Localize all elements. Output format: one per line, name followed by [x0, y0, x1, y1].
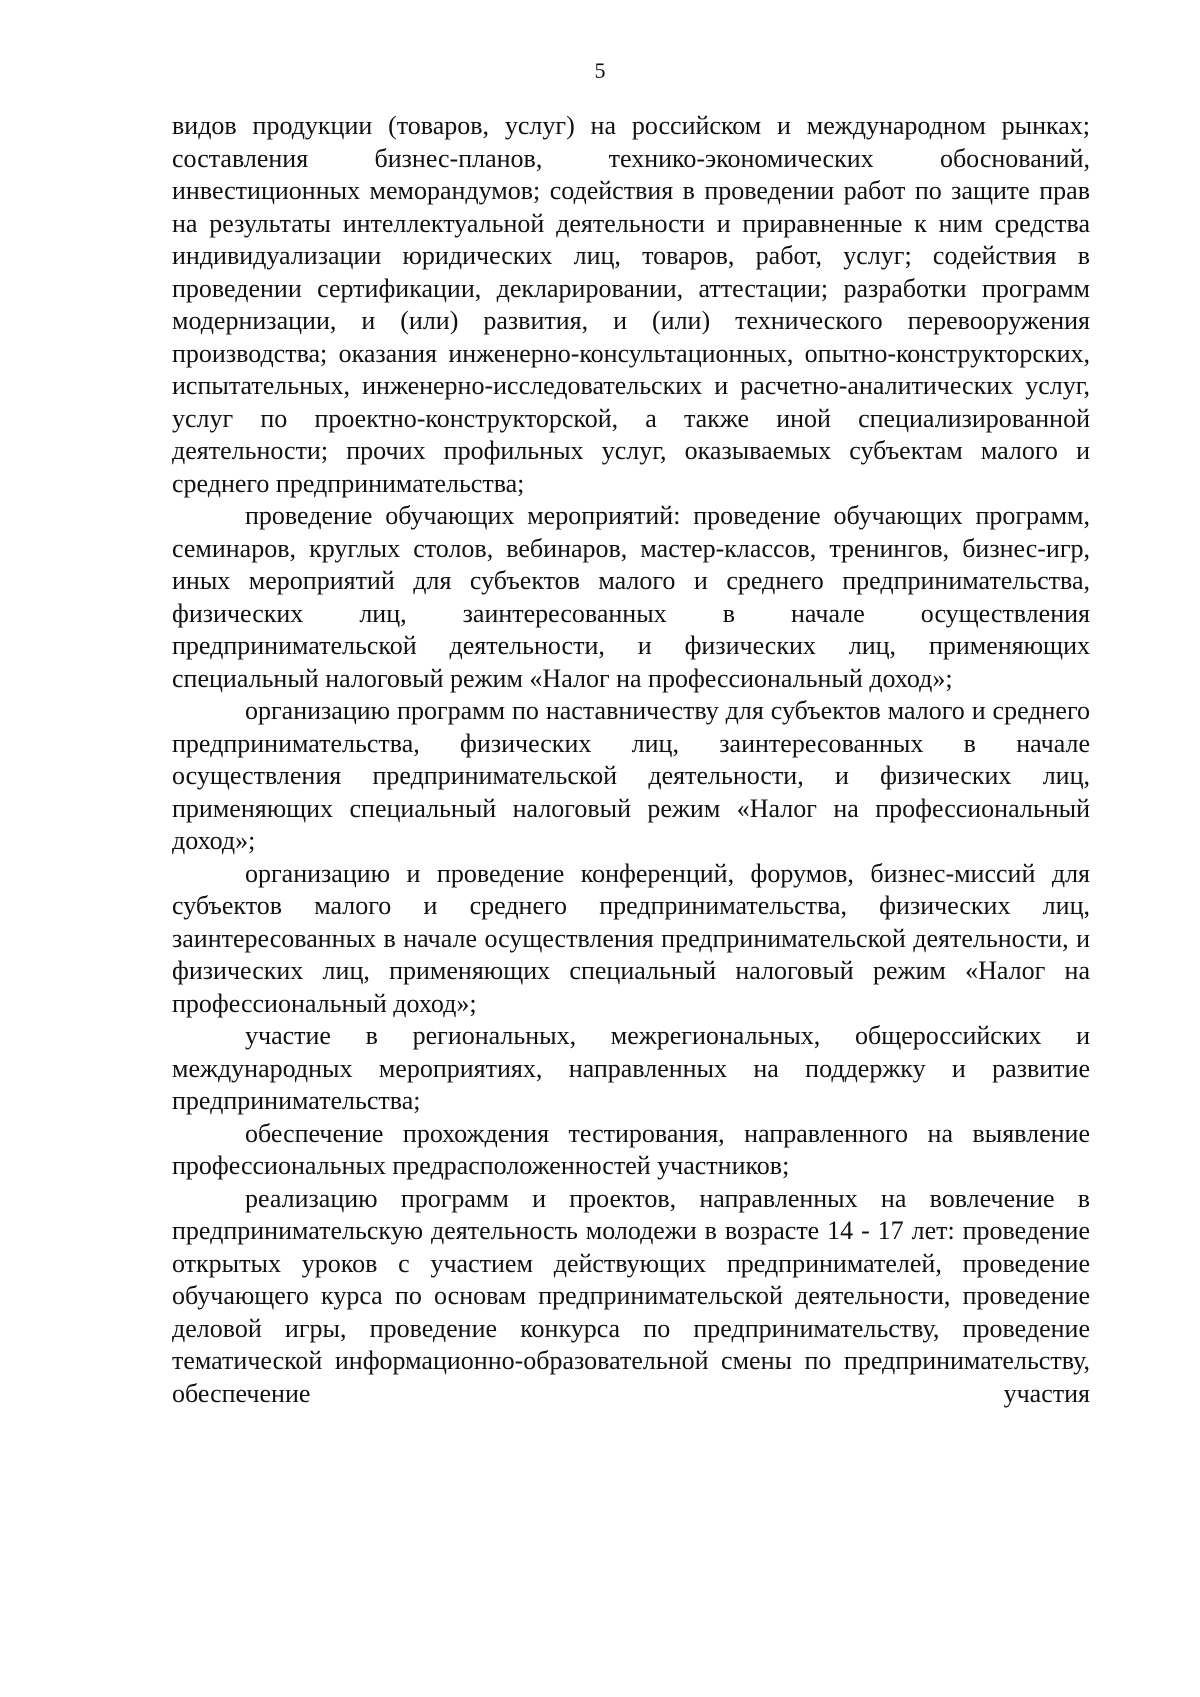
document-body — [172, 110, 1090, 1410]
paragraph-training-events: проведение обучающих мероприятий: проведение обучающих программ, семинаров, круглых столов, вебинаров, мастер-классов, тренингов, бизнес-игр, иных мероприятий для субъектов малого и среднего предпринимательства, физических лиц, заинтересованных в начале осуществления предпринимательской деятельности, и физических лиц, применяющих специальный налоговый режим «Налог на профессиональный доход»; — [172, 501, 1090, 693]
paragraph-testing: обеспечение прохождения тестирования, направленного на выявление профессиональных предрасположенностей участников; — [172, 1118, 1090, 1180]
paragraph-services-continuation: видов продукции (товаров, услуг) на российском и международном рынках; составления бизнес-планов, технико-экономических обоснований, инвестиционных меморандумов; содействия в проведении работ по защите прав на результаты интеллектуальной деятельности и приравненные к ним средства индивидуализации юридических лиц, товаров, работ, услуг; содействия в проведении сертификации, декларировании, аттестации; разработки программ модернизации, и (или) развития, и (или) технического перевооружения производства; оказания инженерно-консультационных, опытно-конструкторских, испытательных, инженерно-исследовательских и расчетно-аналитических услуг, услуг по проектно-конструкторской, а также иной специализированной деятельности; прочих профильных услуг, оказываемых субъектам малого и среднего предпринимательства; — [172, 111, 1090, 498]
paragraph-regional-participation: участие в региональных, межрегиональных, общероссийских и международных мероприятиях, направленных на поддержку и развитие предпринимательства; — [172, 1021, 1090, 1115]
paragraph-youth-programs: реализацию программ и проектов, направленных на вовлечение в предпринимательскую деятельность молодежи в возрасте 14 - 17 лет: проведение открытых уроков с участием действующих предпринимателей, проведение обучающего курса по основам предпринимательской деятельности, проведение деловой игры, проведение конкурса по предпринимательству, проведение тематической информационно-образовательной смены по предпринимательству, обеспечение участия — [172, 1183, 1090, 1408]
paragraph-mentoring-programs: организацию программ по наставничеству для субъектов малого и среднего предпринимательства, физических лиц, заинтересованных в начале осуществления предпринимательской деятельности, и физических лиц, применяющих специальный налоговый режим «Налог на профессиональный доход»; — [172, 696, 1090, 855]
page-number: 5 — [594, 58, 606, 83]
paragraph-conferences-forums: организацию и проведение конференций, форумов, бизнес-миссий для субъектов малого и среднего предпринимательства, физических лиц, заинтересованных в начале осуществления предпринимательской деятельности, и физических лиц, применяющих специальный налоговый режим «Налог на профессиональный доход»; — [172, 858, 1090, 1018]
